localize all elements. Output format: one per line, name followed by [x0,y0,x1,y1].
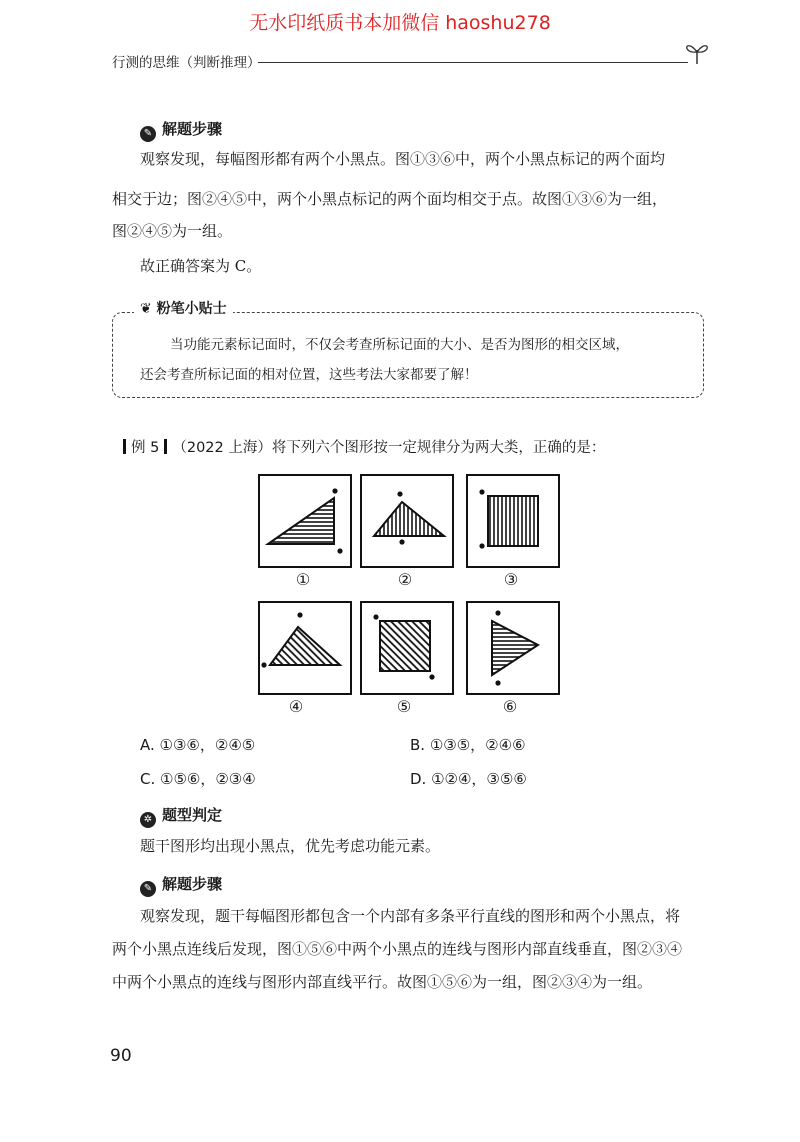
paragraph-line: 观察发现，题干每幅图形都包含一个内部有多条平行直线的图形和两个小黑点，将 [140,907,681,925]
section-heading-text: 解题步骤 [162,120,223,138]
example-text: （2022 上海）将下列六个图形按一定规律分为两大类，正确的是： [172,440,606,456]
tip-text-line: 还会考查所标记面的相对位置，这些考法大家都要了解！ [140,367,478,383]
header-rule [258,62,688,63]
option-d: D. ①②④，③⑤⑥ [410,770,527,788]
tip-label [134,298,233,318]
figure-label: ③ [503,570,519,589]
option-a: A. ①③⑥，②④⑤ [140,736,256,754]
solution-steps-heading [140,873,222,897]
marker-dot [429,674,434,679]
figure-2 [360,474,454,568]
figure-label: ④ [288,697,304,716]
paragraph-line: 题干图形均出现小黑点，优先考虑功能元素。 [140,837,441,855]
figure-label: ⑤ [396,697,412,716]
watermark-text: 无水印纸质书本加微信 haoshu278 [249,12,551,34]
figure-label: ⑥ [502,697,518,716]
figure-1 [258,474,352,568]
marker-dot [495,680,500,685]
section-heading-text: 解题步骤 [162,875,223,893]
option-b: B. ①③⑤，②④⑥ [410,736,526,754]
marker-dot [479,489,484,494]
example-tag: 例 5 [131,440,160,456]
figure-label: ② [397,570,413,589]
section-heading-text: 题型判定 [162,806,223,824]
paragraph-line: 两个小黑点连线后发现，图①⑤⑥中两个小黑点的连线与图形内部直线垂直，图②③④ [112,940,683,958]
marker-dot [261,662,266,667]
marker-dot [495,610,500,615]
tip-text-line: 当功能元素标记面时，不仅会考查所标记面的大小、是否为图形的相交区域， [170,337,629,353]
marker-dot [397,491,402,496]
figure-6 [466,601,560,695]
solution-steps-heading [140,118,222,142]
marker-dot [332,488,337,493]
figure-5 [360,601,454,695]
pen-icon: ✎ [140,126,156,142]
gear-icon: ✲ [140,812,156,828]
answer-line: 故正确答案为 C。 [140,257,262,275]
running-header-title: 行测的思维（判断推理） [112,55,261,71]
paragraph-line: 图②④⑤为一组。 [112,222,233,240]
marker-dot [373,614,378,619]
bar-decoration [164,439,167,454]
figure-3 [466,474,560,568]
question-type-heading [140,804,222,828]
example-prompt [118,436,605,457]
sprout-icon [682,36,712,66]
option-c: C. ①⑤⑥，②③④ [140,770,256,788]
paragraph-line: 相交于边；图②④⑤中，两个小黑点标记的两个面均相交于点。故图①③⑥为一组， [112,190,668,208]
tip-label-text: 粉笔小贴士 [156,301,227,317]
page-number: 90 [110,1046,132,1066]
marker-dot [479,543,484,548]
sprout-icon: ❦ [140,301,157,317]
figure-label: ① [295,570,311,589]
paragraph-line: 观察发现，每幅图形都有两个小黑点。图①③⑥中，两个小黑点标记的两个面均 [140,150,666,168]
figure-4 [258,601,352,695]
marker-dot [297,612,302,617]
marker-dot [399,539,404,544]
marker-dot [337,548,342,553]
pen-icon: ✎ [140,881,156,897]
paragraph-line: 中两个小黑点的连线与图形内部直线平行。故图①⑤⑥为一组，图②③④为一组。 [112,973,653,991]
bar-decoration [123,439,126,454]
